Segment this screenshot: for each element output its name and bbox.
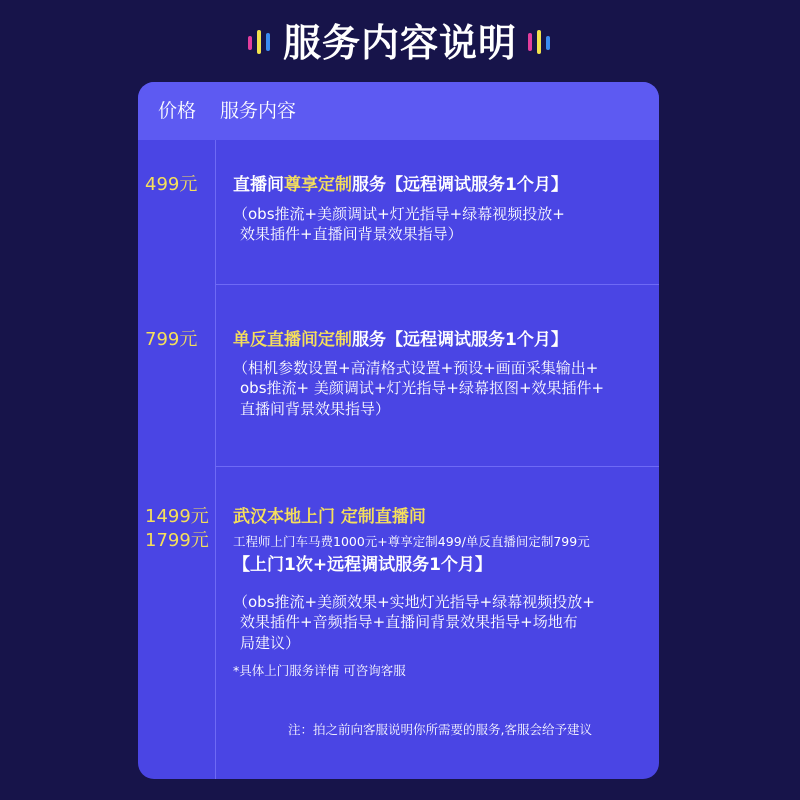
table-header bbox=[138, 82, 659, 140]
row-1-price: 499元 bbox=[145, 174, 198, 195]
row-3-subtitle: 【上门1次+远程调试服务1个月】 bbox=[233, 555, 492, 575]
column-divider bbox=[215, 140, 216, 779]
row-2-title: 单反直播间定制服务【远程调试服务1个月】 bbox=[233, 330, 568, 350]
row-3-fee-line: 工程师上门车马费1000元+尊享定制499/单反直播间定制799元 bbox=[233, 534, 590, 549]
row-divider-2 bbox=[216, 466, 659, 467]
row-3-desc-line-1: （obs推流+美颜效果+实地灯光指导+绿幕视频投放+ bbox=[233, 593, 595, 611]
row-3-title: 武汉本地上门 定制直播间 bbox=[233, 507, 426, 527]
row-2-price: 799元 bbox=[145, 329, 198, 350]
header-service: 服务内容 bbox=[220, 100, 297, 122]
row-1-desc-line-1: （obs推流+美颜调试+灯光指导+绿幕视频投放+ bbox=[233, 205, 565, 223]
row-2-desc-line-3: 直播间背景效果指导） bbox=[240, 400, 391, 418]
title-decoration-right bbox=[528, 30, 552, 56]
footer-note: 注：拍之前向客服说明你所需要的服务,客服会给予建议 bbox=[288, 722, 592, 737]
row-1-desc-line-2: 效果插件+直播间背景效果指导） bbox=[240, 225, 463, 243]
row-3-desc-line-2: 效果插件+音频指导+直播间背景效果指导+场地布 bbox=[240, 613, 578, 631]
title-bar bbox=[0, 18, 800, 68]
row-2-desc-line-1: （相机参数设置+高清格式设置+预设+画面采集输出+ bbox=[233, 359, 599, 377]
row-3-price-1: 1499元 bbox=[145, 506, 209, 527]
header-price: 价格 bbox=[158, 100, 197, 122]
row-1-title: 直播间尊享定制服务【远程调试服务1个月】 bbox=[233, 175, 568, 195]
row-3-desc-line-3: 局建议） bbox=[240, 634, 301, 652]
row-divider-1 bbox=[216, 284, 659, 285]
row-2-desc-line-2: obs推流+ 美颜调试+灯光指导+绿幕抠图+效果插件+ bbox=[240, 379, 605, 397]
service-table bbox=[138, 82, 659, 779]
page-title: 服务内容说明 bbox=[282, 21, 517, 65]
row-3-note: *具体上门服务详情 可咨询客服 bbox=[233, 663, 406, 678]
row-3-price-2: 1799元 bbox=[145, 530, 209, 551]
